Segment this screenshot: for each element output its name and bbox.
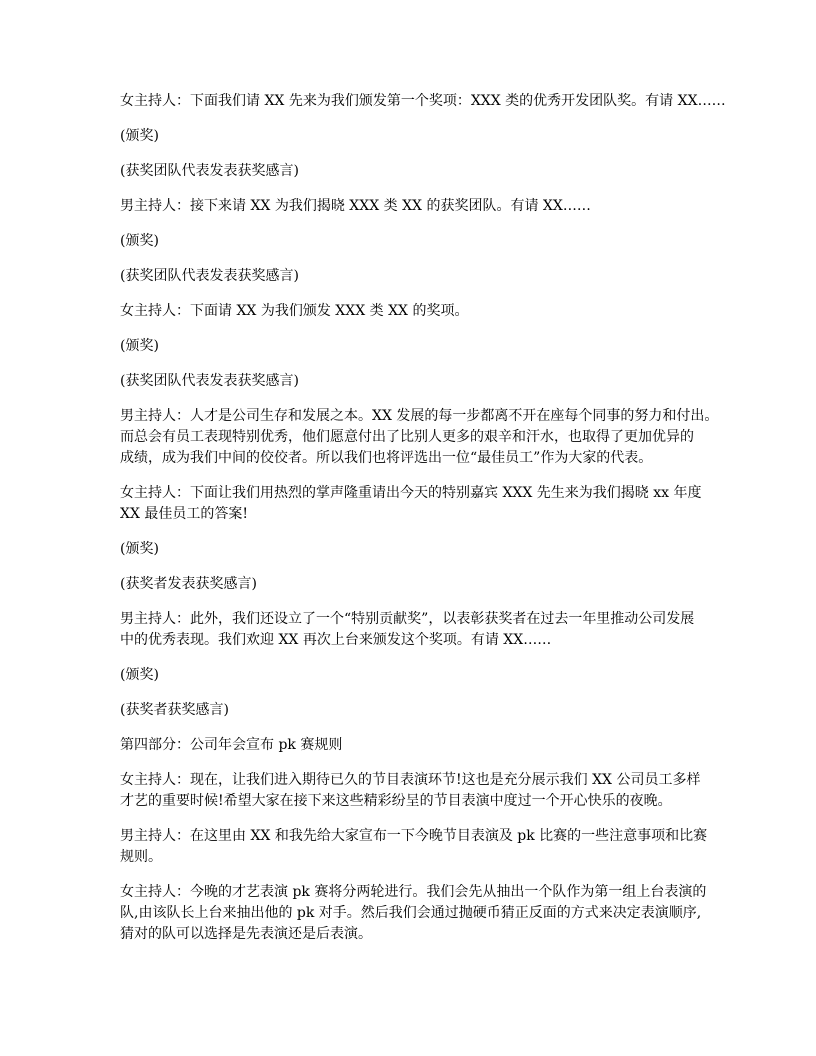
text-line: 女主持人：下面让我们用热烈的掌声隆重请出今天的特别嘉宾 XXX 先生来为我们揭晓 xx 年度 [120,485,702,501]
text-line: 中的优秀表现。我们欢迎 XX 再次上台来颁发这个奖项。有请 XX…… [120,632,552,648]
paragraph [120,665,700,686]
text-line: 女主持人：今晚的才艺表演 pk 赛将分两轮进行。我们会先从抽出一个队作为第一组上台表演的 [120,884,707,900]
paragraph [120,735,700,756]
text-line: (获奖者发表获奖感言) [120,576,257,592]
text-line: 男主持人：此外，我们还设立了一个“特别贡献奖”，以表彰获奖者在过去一年里推动公司发展 [120,611,695,627]
paragraph [120,91,726,112]
paragraph [120,826,708,868]
paragraph [120,336,700,357]
paragraph [120,371,700,392]
text-line: (颁奖) [120,338,159,354]
text-line: (颁奖) [120,128,159,144]
text-line: 而总会有员工表现特别优秀，他们愿意付出了比别人更多的艰辛和汗水，也取得了更加优异的 [120,429,694,445]
text-line: 猜对的队可以选择是先表演还是后表演。 [120,926,372,942]
text-line: 第四部分：公司年会宣布 pk 赛规则 [120,737,343,753]
text-line: (获奖团队代表发表获奖感言) [120,373,299,389]
paragraph [120,539,700,560]
text-line: (获奖团队代表发表获奖感言) [120,163,299,179]
text-line: XX 最佳员工的答案! [120,506,249,522]
text-line: (获奖团队代表发表获奖感言) [120,268,299,284]
paragraph [120,700,700,721]
paragraph [120,770,700,812]
paragraph [120,266,700,287]
text-line: 男主持人：人才是公司生存和发展之本。XX 发展的每一步都离不开在座每个同事的努力和付出。 [120,408,719,424]
text-line: 女主持人：下面请 XX 为我们颁发 XXX 类 XX 的奖项。 [120,303,469,319]
paragraph [120,231,700,252]
text-line: 队,由该队长上台来抽出他的 pk 对手。然后我们会通过抛硬币猜正反面的方式来决定表演顺序, [120,905,702,921]
text-line: (颁奖) [120,667,159,683]
paragraph [120,609,700,651]
paragraph [120,196,700,217]
document-page [120,91,726,959]
text-line: 男主持人：在这里由 XX 和我先给大家宣布一下今晚节目表演及 pk 比赛的一些注意事项和比赛 [120,828,708,844]
paragraph [120,574,700,595]
text-line: 规则。 [120,849,162,865]
text-line: 女主持人：现在，让我们进入期待已久的节目表演环节!这也是充分展示我们 XX 公司员工多样 [120,772,701,788]
paragraph [120,483,700,525]
text-line: (颁奖) [120,233,159,249]
paragraph [120,882,707,945]
text-line: (颁奖) [120,541,159,557]
paragraph [120,161,700,182]
text-line: 成绩，成为我们中间的佼佼者。所以我们也将评选出一位“最佳员工”作为大家的代表。 [120,450,653,466]
text-line: 才艺的重要时候!希望大家在接下来这些精彩纷呈的节目表演中度过一个开心快乐的夜晚。 [120,793,672,809]
paragraph [120,406,719,469]
text-line: 女主持人：下面我们请 XX 先来为我们颁发第一个奖项：XXX 类的优秀开发团队奖。有请 XX…… [120,93,726,109]
text-line: (获奖者获奖感言) [120,702,229,718]
paragraph [120,126,700,147]
paragraph [120,301,700,322]
text-line: 男主持人：接下来请 XX 为我们揭晓 XXX 类 XX 的获奖团队。有请 XX…… [120,198,591,214]
